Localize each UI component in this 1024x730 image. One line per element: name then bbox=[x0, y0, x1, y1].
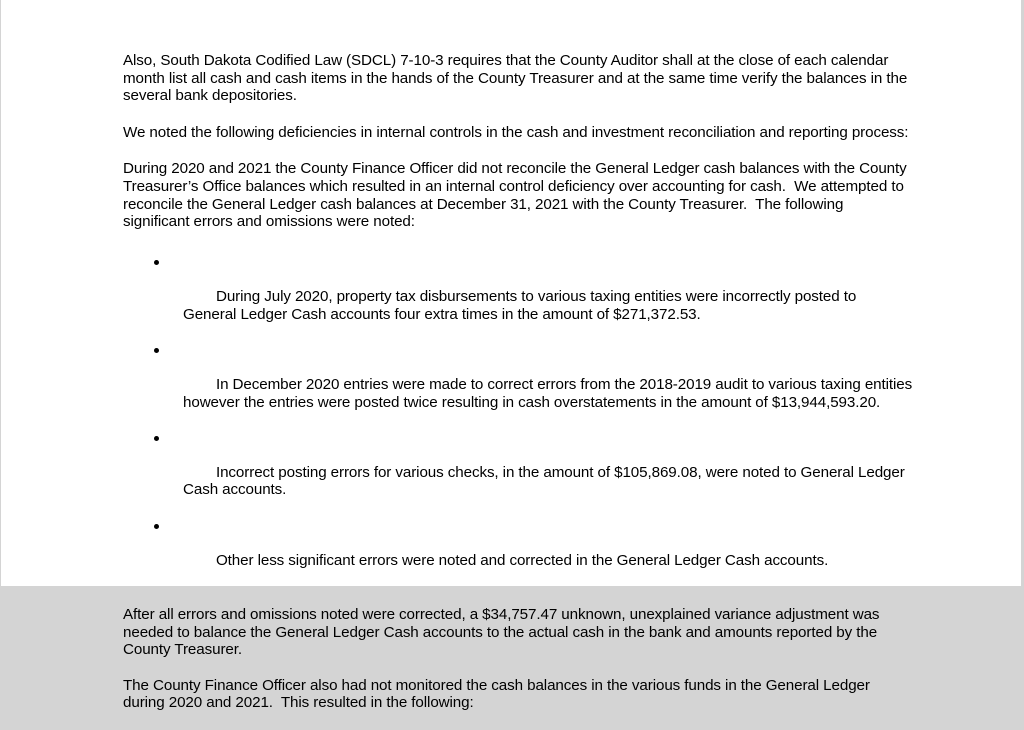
paragraph-sdcl-requirement: Also, South Dakota Codified Law (SDCL) 7-10-3 requires that the County Auditor shall at the close of each calendar month list all cash and cash items in the hands of the County Treasurer and at the same time verify the balances in the several bank depositories. bbox=[123, 52, 912, 105]
paragraph-reconciliation: During 2020 and 2021 the County Finance Officer did not reconcile the General Ledger cash balances with the County Treasurer’s Office balances which resulted in an internal control deficiency over accounting for cash. We attempted to reconcile the General Ledger cash balances at December 31, 2021 with the County Treasurer. The following significant errors and omissions were noted: bbox=[123, 160, 911, 231]
list-item bbox=[183, 341, 917, 429]
bullet-icon bbox=[154, 348, 159, 353]
document-page bbox=[1, 0, 1021, 712]
document-body bbox=[123, 52, 917, 730]
list-item-text: Other less significant errors were noted and corrected in the General Ledger Cash accounts. bbox=[215, 551, 829, 569]
bullet-icon bbox=[154, 436, 159, 441]
list-item-text: In December 2020 entries were made to correct errors from the 2018-2019 audit to various taxing entities however the entries were posted twice resulting in cash overstatements in the amount of $13,944,593.20. bbox=[183, 375, 917, 411]
list-item-text: Incorrect posting errors for various checks, in the amount of $105,869.08, were noted to General Ledger Cash accounts. bbox=[183, 463, 909, 499]
bullet-icon bbox=[154, 524, 159, 529]
bullet-icon bbox=[154, 260, 159, 265]
paragraph-deficiencies-intro: We noted the following deficiencies in internal controls in the cash and investment reconciliation and reporting process: bbox=[123, 123, 909, 141]
list-item-text: During July 2020, property tax disbursements to various taxing entities were incorrectly posted to General Ledger Cash accounts four extra times in the amount of $271,372.53. bbox=[183, 287, 861, 323]
errors-list bbox=[123, 253, 917, 587]
list-item bbox=[183, 517, 913, 587]
paragraph-fund-monitoring: The County Finance Officer also had not monitored the cash balances in the various funds in the General Ledger during 2020 and 2021. This resulted in the following: bbox=[123, 676, 874, 712]
list-item bbox=[183, 253, 913, 341]
list-item bbox=[183, 429, 913, 517]
paragraph-variance-adjustment: After all errors and omissions noted were corrected, a $34,757.47 unknown, unexplained variance adjustment was needed to balance the General Ledger Cash accounts to the actual cash in the bank and amounts reported by the County Treasurer. bbox=[123, 606, 884, 659]
